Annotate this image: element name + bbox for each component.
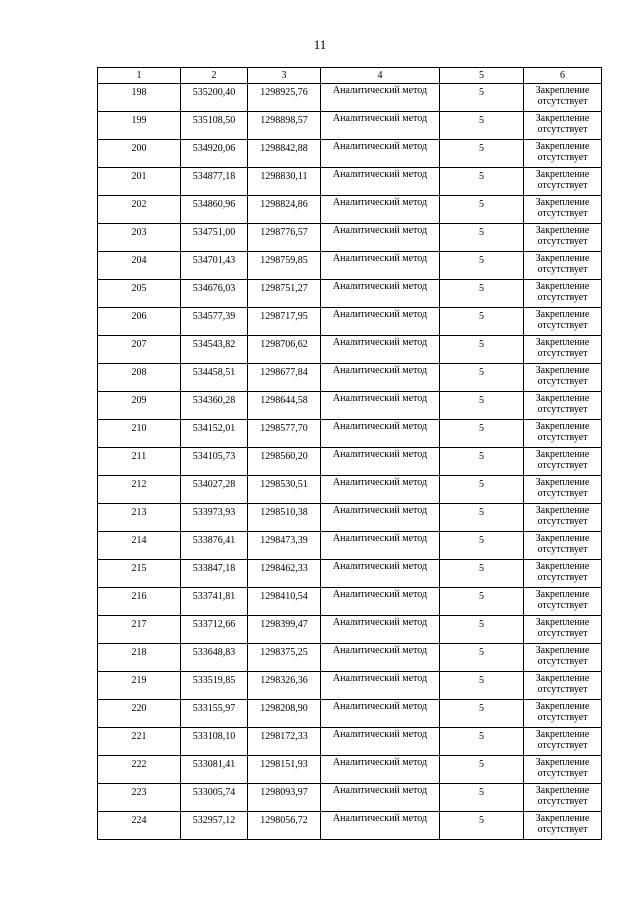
point-number-cell: 200 — [98, 140, 181, 168]
table-body — [98, 84, 602, 840]
method-cell: Аналитический метод — [321, 700, 440, 728]
fixing-cell: Закрепление отсутствует — [524, 252, 602, 280]
table-row — [98, 224, 602, 252]
accuracy-cell: 5 — [440, 700, 524, 728]
point-number-cell: 213 — [98, 504, 181, 532]
table-row — [98, 336, 602, 364]
method-cell: Аналитический метод — [321, 728, 440, 756]
accuracy-cell: 5 — [440, 168, 524, 196]
method-cell: Аналитический метод — [321, 336, 440, 364]
accuracy-cell: 5 — [440, 308, 524, 336]
y-coordinate-cell: 1298776,57 — [248, 224, 321, 252]
fixing-cell: Закрепление отсутствует — [524, 336, 602, 364]
point-number-cell: 223 — [98, 784, 181, 812]
x-coordinate-cell: 533155,97 — [181, 700, 248, 728]
accuracy-cell: 5 — [440, 728, 524, 756]
accuracy-cell: 5 — [440, 504, 524, 532]
point-number-cell: 203 — [98, 224, 181, 252]
fixing-cell: Закрепление отсутствует — [524, 616, 602, 644]
table-row — [98, 364, 602, 392]
y-coordinate-cell: 1298172,33 — [248, 728, 321, 756]
table-row — [98, 644, 602, 672]
y-coordinate-cell: 1298410,54 — [248, 588, 321, 616]
method-cell: Аналитический метод — [321, 196, 440, 224]
point-number-cell: 218 — [98, 644, 181, 672]
x-coordinate-cell: 534701,43 — [181, 252, 248, 280]
fixing-cell: Закрепление отсутствует — [524, 168, 602, 196]
table-row — [98, 252, 602, 280]
point-number-cell: 201 — [98, 168, 181, 196]
x-coordinate-cell: 533741,81 — [181, 588, 248, 616]
fixing-cell: Закрепление отсутствует — [524, 84, 602, 112]
method-cell: Аналитический метод — [321, 812, 440, 840]
point-number-cell: 216 — [98, 588, 181, 616]
column-header: 2 — [181, 68, 248, 84]
method-cell: Аналитический метод — [321, 448, 440, 476]
method-cell: Аналитический метод — [321, 112, 440, 140]
y-coordinate-cell: 1298706,62 — [248, 336, 321, 364]
method-cell: Аналитический метод — [321, 504, 440, 532]
accuracy-cell: 5 — [440, 756, 524, 784]
method-cell: Аналитический метод — [321, 532, 440, 560]
method-cell: Аналитический метод — [321, 616, 440, 644]
table-row — [98, 308, 602, 336]
table-row — [98, 728, 602, 756]
accuracy-cell: 5 — [440, 392, 524, 420]
x-coordinate-cell: 533005,74 — [181, 784, 248, 812]
accuracy-cell: 5 — [440, 364, 524, 392]
column-header: 1 — [98, 68, 181, 84]
accuracy-cell: 5 — [440, 644, 524, 672]
x-coordinate-cell: 534027,28 — [181, 476, 248, 504]
accuracy-cell: 5 — [440, 560, 524, 588]
fixing-cell: Закрепление отсутствует — [524, 448, 602, 476]
table-row — [98, 140, 602, 168]
point-number-cell: 206 — [98, 308, 181, 336]
fixing-cell: Закрепление отсутствует — [524, 672, 602, 700]
y-coordinate-cell: 1298151,93 — [248, 756, 321, 784]
y-coordinate-cell: 1298462,33 — [248, 560, 321, 588]
point-number-cell: 210 — [98, 420, 181, 448]
accuracy-cell: 5 — [440, 616, 524, 644]
table-row — [98, 476, 602, 504]
accuracy-cell: 5 — [440, 784, 524, 812]
point-number-cell: 198 — [98, 84, 181, 112]
method-cell: Аналитический метод — [321, 252, 440, 280]
table-row — [98, 112, 602, 140]
x-coordinate-cell: 533847,18 — [181, 560, 248, 588]
point-number-cell: 209 — [98, 392, 181, 420]
table-row — [98, 560, 602, 588]
fixing-cell: Закрепление отсутствует — [524, 280, 602, 308]
fixing-cell: Закрепление отсутствует — [524, 532, 602, 560]
point-number-cell: 211 — [98, 448, 181, 476]
y-coordinate-cell: 1298677,84 — [248, 364, 321, 392]
y-coordinate-cell: 1298717,95 — [248, 308, 321, 336]
y-coordinate-cell: 1298208,90 — [248, 700, 321, 728]
method-cell: Аналитический метод — [321, 756, 440, 784]
y-coordinate-cell: 1298830,11 — [248, 168, 321, 196]
point-number-cell: 219 — [98, 672, 181, 700]
fixing-cell: Закрепление отсутствует — [524, 728, 602, 756]
accuracy-cell: 5 — [440, 476, 524, 504]
x-coordinate-cell: 534860,96 — [181, 196, 248, 224]
accuracy-cell: 5 — [440, 336, 524, 364]
x-coordinate-cell: 534877,18 — [181, 168, 248, 196]
x-coordinate-cell: 534676,03 — [181, 280, 248, 308]
y-coordinate-cell: 1298473,39 — [248, 532, 321, 560]
method-cell: Аналитический метод — [321, 420, 440, 448]
fixing-cell: Закрепление отсутствует — [524, 140, 602, 168]
fixing-cell: Закрепление отсутствует — [524, 420, 602, 448]
y-coordinate-cell: 1298399,47 — [248, 616, 321, 644]
y-coordinate-cell: 1298093,97 — [248, 784, 321, 812]
point-number-cell: 214 — [98, 532, 181, 560]
y-coordinate-cell: 1298644,58 — [248, 392, 321, 420]
point-number-cell: 212 — [98, 476, 181, 504]
method-cell: Аналитический метод — [321, 364, 440, 392]
x-coordinate-cell: 534920,06 — [181, 140, 248, 168]
y-coordinate-cell: 1298375,25 — [248, 644, 321, 672]
method-cell: Аналитический метод — [321, 308, 440, 336]
x-coordinate-cell: 534458,51 — [181, 364, 248, 392]
fixing-cell: Закрепление отсутствует — [524, 196, 602, 224]
fixing-cell: Закрепление отсутствует — [524, 812, 602, 840]
accuracy-cell: 5 — [440, 588, 524, 616]
fixing-cell: Закрепление отсутствует — [524, 392, 602, 420]
table-row — [98, 392, 602, 420]
x-coordinate-cell: 533973,93 — [181, 504, 248, 532]
point-number-cell: 215 — [98, 560, 181, 588]
point-number-cell: 222 — [98, 756, 181, 784]
x-coordinate-cell: 535200,40 — [181, 84, 248, 112]
table-row — [98, 812, 602, 840]
table-row — [98, 588, 602, 616]
y-coordinate-cell: 1298925,76 — [248, 84, 321, 112]
column-header: 5 — [440, 68, 524, 84]
fixing-cell: Закрепление отсутствует — [524, 224, 602, 252]
x-coordinate-cell: 533519,85 — [181, 672, 248, 700]
x-coordinate-cell: 534543,82 — [181, 336, 248, 364]
point-number-cell: 220 — [98, 700, 181, 728]
x-coordinate-cell: 534152,01 — [181, 420, 248, 448]
x-coordinate-cell: 533876,41 — [181, 532, 248, 560]
method-cell: Аналитический метод — [321, 168, 440, 196]
x-coordinate-cell: 533648,83 — [181, 644, 248, 672]
page-number: 11 — [313, 37, 327, 52]
method-cell: Аналитический метод — [321, 280, 440, 308]
point-number-cell: 205 — [98, 280, 181, 308]
coordinates-table — [97, 67, 602, 840]
column-header: 3 — [248, 68, 321, 84]
method-cell: Аналитический метод — [321, 644, 440, 672]
table-row — [98, 784, 602, 812]
y-coordinate-cell: 1298577,70 — [248, 420, 321, 448]
table-row — [98, 756, 602, 784]
table-row — [98, 168, 602, 196]
y-coordinate-cell: 1298510,38 — [248, 504, 321, 532]
x-coordinate-cell: 533108,10 — [181, 728, 248, 756]
y-coordinate-cell: 1298530,51 — [248, 476, 321, 504]
table-row — [98, 84, 602, 112]
method-cell: Аналитический метод — [321, 140, 440, 168]
point-number-cell: 202 — [98, 196, 181, 224]
x-coordinate-cell: 535108,50 — [181, 112, 248, 140]
method-cell: Аналитический метод — [321, 84, 440, 112]
column-header: 4 — [321, 68, 440, 84]
accuracy-cell: 5 — [440, 140, 524, 168]
y-coordinate-cell: 1298560,20 — [248, 448, 321, 476]
y-coordinate-cell: 1298751,27 — [248, 280, 321, 308]
method-cell: Аналитический метод — [321, 224, 440, 252]
fixing-cell: Закрепление отсутствует — [524, 644, 602, 672]
y-coordinate-cell: 1298759,85 — [248, 252, 321, 280]
x-coordinate-cell: 533081,41 — [181, 756, 248, 784]
method-cell: Аналитический метод — [321, 560, 440, 588]
point-number-cell: 224 — [98, 812, 181, 840]
fixing-cell: Закрепление отсутствует — [524, 112, 602, 140]
table-header-row — [98, 68, 602, 84]
method-cell: Аналитический метод — [321, 392, 440, 420]
accuracy-cell: 5 — [440, 280, 524, 308]
y-coordinate-cell: 1298056,72 — [248, 812, 321, 840]
point-number-cell: 199 — [98, 112, 181, 140]
accuracy-cell: 5 — [440, 420, 524, 448]
column-header: 6 — [524, 68, 602, 84]
table-row — [98, 504, 602, 532]
table-row — [98, 420, 602, 448]
x-coordinate-cell: 534577,39 — [181, 308, 248, 336]
fixing-cell: Закрепление отсутствует — [524, 588, 602, 616]
accuracy-cell: 5 — [440, 224, 524, 252]
x-coordinate-cell: 534360,28 — [181, 392, 248, 420]
accuracy-cell: 5 — [440, 672, 524, 700]
fixing-cell: Закрепление отсутствует — [524, 560, 602, 588]
fixing-cell: Закрепление отсутствует — [524, 308, 602, 336]
table-row — [98, 616, 602, 644]
y-coordinate-cell: 1298898,57 — [248, 112, 321, 140]
point-number-cell: 204 — [98, 252, 181, 280]
fixing-cell: Закрепление отсутствует — [524, 504, 602, 532]
table-row — [98, 700, 602, 728]
accuracy-cell: 5 — [440, 448, 524, 476]
x-coordinate-cell: 534105,73 — [181, 448, 248, 476]
accuracy-cell: 5 — [440, 252, 524, 280]
method-cell: Аналитический метод — [321, 784, 440, 812]
accuracy-cell: 5 — [440, 812, 524, 840]
x-coordinate-cell: 532957,12 — [181, 812, 248, 840]
table-row — [98, 448, 602, 476]
y-coordinate-cell: 1298842,88 — [248, 140, 321, 168]
fixing-cell: Закрепление отсутствует — [524, 476, 602, 504]
accuracy-cell: 5 — [440, 84, 524, 112]
y-coordinate-cell: 1298326,36 — [248, 672, 321, 700]
point-number-cell: 208 — [98, 364, 181, 392]
table-row — [98, 672, 602, 700]
accuracy-cell: 5 — [440, 112, 524, 140]
accuracy-cell: 5 — [440, 196, 524, 224]
method-cell: Аналитический метод — [321, 588, 440, 616]
table-row — [98, 196, 602, 224]
fixing-cell: Закрепление отсутствует — [524, 784, 602, 812]
table-row — [98, 280, 602, 308]
point-number-cell: 221 — [98, 728, 181, 756]
method-cell: Аналитический метод — [321, 672, 440, 700]
fixing-cell: Закрепление отсутствует — [524, 364, 602, 392]
point-number-cell: 217 — [98, 616, 181, 644]
fixing-cell: Закрепление отсутствует — [524, 700, 602, 728]
x-coordinate-cell: 534751,00 — [181, 224, 248, 252]
fixing-cell: Закрепление отсутствует — [524, 756, 602, 784]
y-coordinate-cell: 1298824,86 — [248, 196, 321, 224]
table-row — [98, 532, 602, 560]
x-coordinate-cell: 533712,66 — [181, 616, 248, 644]
point-number-cell: 207 — [98, 336, 181, 364]
accuracy-cell: 5 — [440, 532, 524, 560]
method-cell: Аналитический метод — [321, 476, 440, 504]
